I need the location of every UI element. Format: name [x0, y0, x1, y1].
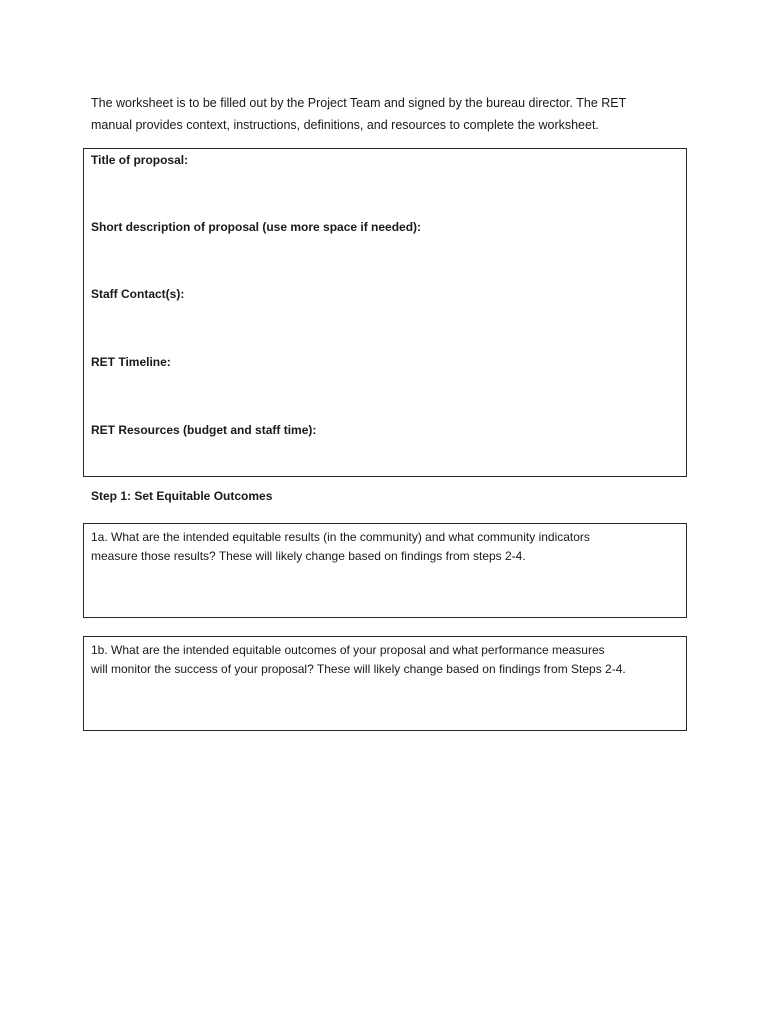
intro-paragraph: [91, 92, 691, 136]
ret-resources-label: RET Resources (budget and staff time):: [91, 423, 317, 437]
question-1a-box[interactable]: [83, 523, 687, 618]
staff-contacts-label: Staff Contact(s):: [91, 287, 185, 301]
question-1b-text: [91, 641, 680, 679]
question-1a-line-2: measure those results? These will likely change based on findings from steps 2-4.: [91, 549, 526, 563]
proposal-info-box[interactable]: [83, 148, 687, 477]
intro-line-2: manual provides context, instructions, definitions, and resources to complete the worksheet.: [91, 118, 599, 132]
short-description-label: Short description of proposal (use more space if needed):: [91, 220, 422, 234]
step-1-heading: Step 1: Set Equitable Outcomes: [91, 489, 273, 503]
question-1b-line-2: will monitor the success of your proposal? These will likely change based on findings from Steps 2-4.: [91, 662, 626, 676]
question-1b-line-1: 1b. What are the intended equitable outcomes of your proposal and what performance measures: [91, 643, 605, 657]
title-of-proposal-label: Title of proposal:: [91, 153, 189, 167]
question-1b-box[interactable]: [83, 636, 687, 731]
question-1a-text: [91, 528, 680, 566]
question-1a-line-1: 1a. What are the intended equitable results (in the community) and what community indicators: [91, 530, 590, 544]
intro-line-1: The worksheet is to be filled out by the Project Team and signed by the bureau director. The RET: [91, 96, 627, 110]
ret-timeline-label: RET Timeline:: [91, 355, 171, 369]
